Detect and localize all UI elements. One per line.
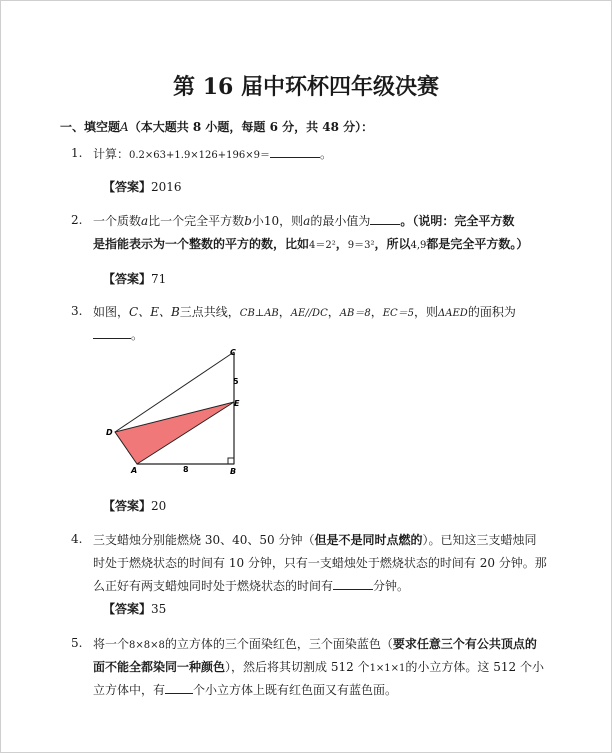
q2-text: 比一个完全平方数	[148, 214, 245, 228]
section-letter: A	[120, 120, 129, 134]
question-1-answer	[103, 178, 182, 195]
q4-emphasis: 但是不是同时点燃的	[314, 533, 423, 547]
question-5-line-2	[93, 656, 544, 680]
label-e: E	[234, 399, 240, 408]
q4-text: 分钟。	[373, 579, 410, 593]
question-3-answer-value: 20	[151, 499, 167, 513]
q3-text: 的面积为	[467, 305, 516, 319]
question-1-number: 1.	[71, 146, 83, 160]
label-length-ec: 5	[233, 377, 239, 386]
label-b: B	[230, 467, 237, 476]
label-c: C	[230, 348, 236, 357]
q2-note: ，所以	[374, 237, 411, 251]
q5-text: 的小立方体。这 512 个小	[405, 660, 544, 674]
q5-emphasis: 面不能全都染同一种颜色	[93, 660, 226, 674]
question-3-line-1	[93, 301, 516, 325]
q2-var-a: a	[141, 214, 149, 228]
q3-sep: ，	[327, 305, 340, 319]
right-angle-mark	[228, 458, 234, 464]
question-4-answer-value: 35	[151, 602, 167, 616]
section-note: （本大题共 8 小题，每题 6 分，共 48 分）：	[128, 120, 374, 134]
q4-text: 三支蜡烛分别能燃烧 30、40、50 分钟（	[93, 533, 315, 547]
question-1-answer-blank	[270, 146, 320, 158]
question-3-answer-blank	[93, 327, 131, 339]
question-4-line-1	[93, 529, 536, 552]
question-4-answer	[103, 600, 166, 617]
q3-points: C、E、B	[129, 305, 180, 319]
q3-sep: ，	[278, 305, 291, 319]
q2-math: 9＝3²	[347, 240, 375, 251]
page-title: 第 16 届中环杯四年级决赛	[173, 74, 439, 100]
question-1-lead: 计算：	[93, 147, 130, 161]
q5-emphasis: 要求任意三个有公共顶点的	[392, 637, 537, 651]
q2-text: 一个质数	[93, 214, 142, 228]
question-2-line-2	[93, 233, 528, 257]
q5-text: 立方体中，有	[93, 683, 166, 697]
question-1-text	[93, 143, 332, 167]
q3-condition: AE//DC	[290, 308, 328, 319]
label-length-ab: 8	[183, 465, 189, 474]
q2-var-b: b	[244, 214, 252, 228]
question-5-line-1	[93, 633, 537, 657]
q3-sep: ，	[370, 305, 383, 319]
question-5-number: 5.	[71, 636, 83, 650]
q2-text: 小10，则	[251, 214, 304, 228]
question-3-answer	[103, 497, 166, 514]
question-2-answer	[103, 270, 166, 287]
q2-var-a: a	[303, 214, 311, 228]
question-4-line-2: 时处于燃烧状态的时间有 10 分钟，只有一支蜡烛处于燃烧状态的时间有 20 分钟。那	[93, 556, 547, 570]
q5-text: 个小立方体上既有红色面又有蓝色面。	[193, 683, 398, 697]
q2-note: 都是完全平方数。）	[426, 237, 529, 251]
q5-text: 将一个	[93, 637, 130, 651]
section-prefix: 一、填空题	[60, 120, 121, 134]
question-3-number: 3.	[71, 304, 83, 318]
label-d: D	[106, 428, 113, 437]
q3-triangle: ΔAED	[438, 308, 468, 319]
q5-math: 1×1×1	[369, 663, 406, 674]
q2-note: 是指能表示为一个整数的平方的数，比如	[93, 237, 310, 251]
q3-condition: CB⊥AB	[239, 308, 279, 319]
q3-text: 如图，	[93, 305, 130, 319]
answer-tag: 【答案】	[103, 499, 152, 513]
question-4-answer-blank	[333, 578, 373, 590]
answer-tag: 【答案】	[103, 272, 152, 286]
question-2-answer-blank	[370, 213, 400, 225]
question-4-number: 4.	[71, 532, 83, 546]
q3-text: 三点共线，	[179, 305, 240, 319]
question-1-expression: 0.2×63+1.9×126+196×9＝	[129, 150, 270, 161]
answer-tag: 【答案】	[103, 180, 152, 194]
question-3-figure	[95, 342, 255, 477]
q5-text: 的立方体的三个面染红色，三个面染蓝色（	[164, 637, 393, 651]
section-heading	[60, 118, 373, 135]
label-a: A	[131, 466, 138, 475]
question-2-line-1	[93, 210, 514, 233]
q3-condition: EC＝5	[382, 308, 415, 319]
question-4-line-3	[93, 575, 409, 598]
q2-text: 的最小值为	[310, 214, 371, 228]
q5-math: 8×8×8	[129, 640, 165, 651]
question-5-line-3	[93, 679, 397, 702]
question-5-answer-blank	[165, 682, 193, 694]
question-1-answer-value: 2016	[151, 180, 182, 194]
triangle-aed-fill	[115, 402, 234, 464]
q5-text: ），然后将其切割成 512 个	[225, 660, 370, 674]
q3-condition: AB＝8	[339, 308, 371, 319]
question-1-tail: 。	[319, 147, 332, 161]
q3-text: ，则	[414, 305, 439, 319]
question-2-answer-value: 71	[151, 272, 167, 286]
q2-math: 4,9	[410, 240, 427, 251]
answer-tag: 【答案】	[103, 602, 152, 616]
q2-note: 。（说明：完全平方数	[400, 214, 515, 228]
q3-tail: 。	[131, 328, 144, 342]
question-2-number: 2.	[71, 213, 83, 227]
q2-sep: ，	[335, 237, 348, 251]
q2-math: 4＝2²	[309, 240, 336, 251]
q4-text: 么正好有两支蜡烛同时处于燃烧状态的时间有	[93, 579, 334, 593]
q4-text: ）。已知这三支蜡烛同	[422, 533, 537, 547]
